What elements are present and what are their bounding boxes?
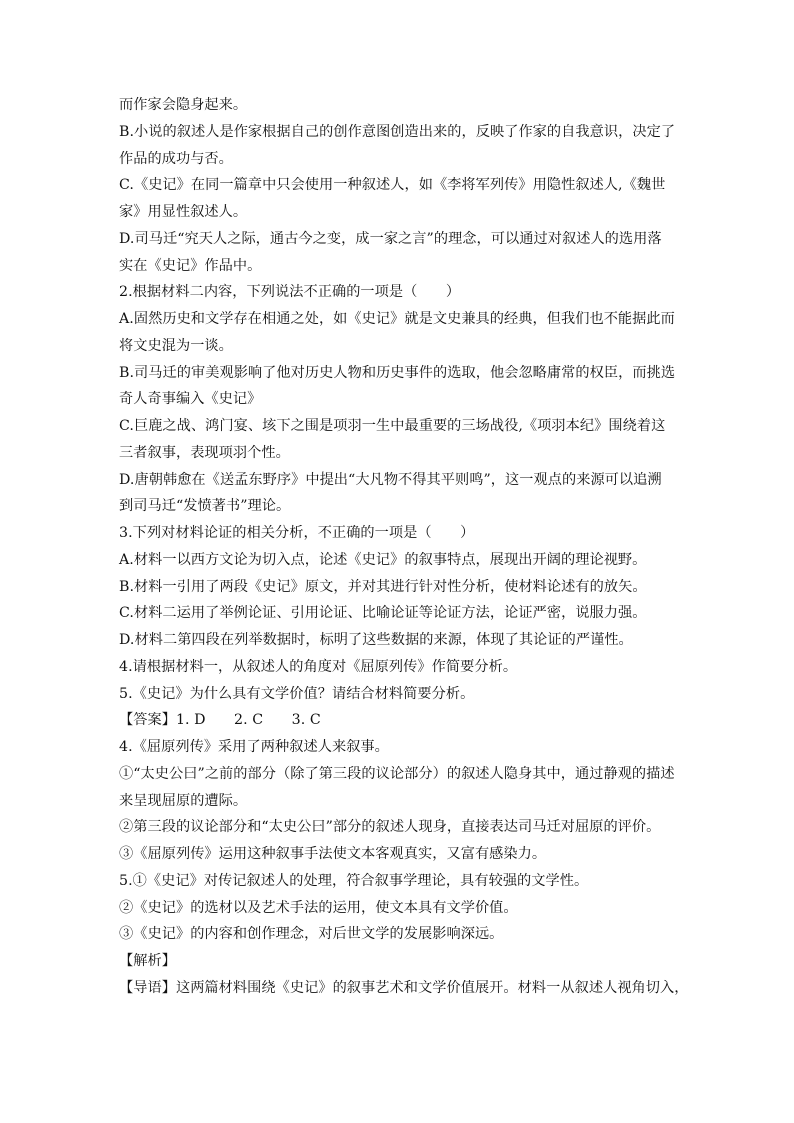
- text-line: A.固然历史和文学存在相通之处，如《史记》就是文史兼具的经典，但我们也不能据此而: [119, 311, 675, 327]
- guide-line: 【导语】这两篇材料围绕《史记》的叙事艺术和文学价值展开。材料一从叙述人视角切入，: [119, 979, 689, 996]
- text-line: D.司马迁“究天人之际，通古今之变，成一家之言”的理念，可以通过对叙述人的选用落: [119, 230, 662, 247]
- text-line: ②《史记》的选材以及艺术手法的运用，使文本具有文学价值。: [119, 899, 518, 916]
- text-line: B.司马迁的审美观影响了他对历史人物和历史事件的选取，他会忽略庸常的权臣，而挑选: [119, 364, 676, 381]
- text-line: ③《屈原列传》运用这种叙事手法使文本客观真实，又富有感染力。: [119, 846, 547, 862]
- text-line: 5.①《史记》对传记叙述人的处理，符合叙事学理论，具有较强的文学性。: [119, 872, 589, 889]
- analysis-heading: 【解析】: [119, 953, 176, 969]
- question-5-stem: 5.《史记》为什么具有文学价值？请结合材料简要分析。: [119, 685, 475, 702]
- text-line: ②第三段的议论部分和“太史公曰”部分的叙述人现身，直接表达司马迁对屈原的评价。: [119, 819, 661, 836]
- text-line: 到司马迁“发愤著书”理论。: [119, 498, 291, 515]
- text-line: 三者叙事，表现项羽个性。: [119, 444, 290, 461]
- text-line: D.唐朝韩愈在《送孟东野序》中提出“大凡物不得其平则鸣”，这一观点的来源可以追溯: [119, 471, 662, 488]
- text-line: C.《史记》在同一篇章中只会使用一种叙述人，如《李将军列传》用隐性叙述人,《魏世: [119, 177, 666, 194]
- text-line: D.材料二第四段在列举数据时，标明了这些数据的来源，体现了其论证的严谨性。: [119, 632, 633, 648]
- question-4-stem: 4.请根据材料一，从叙述人的角度对《屈原列传》作简要分析。: [119, 658, 518, 675]
- text-line: 来呈现屈原的遭际。: [119, 792, 248, 809]
- text-line: A.材料一以西方文论为切入点，论述《史记》的叙事特点，展现出开阔的理论视野。: [119, 551, 647, 568]
- text-line: B.材料一引用了两段《史记》原文，并对其进行针对性分析，使材料论述有的放矢。: [119, 578, 647, 595]
- text-line: C.材料二运用了举例论证、引用论证、比喻论证等论证方法，论证严密，说服力强。: [119, 605, 647, 622]
- text-line: ①“太史公曰”之前的部分（除了第三段的议论部分）的叙述人隐身其中，通过静观的描述: [119, 765, 675, 782]
- text-line: 4.《屈原列传》采用了两种叙述人来叙事。: [119, 739, 389, 755]
- text-line: ③《史记》的内容和创作理念，对后世文学的发展影响深远。: [119, 926, 504, 943]
- text-line: C.巨鹿之战、鸿门宴、垓下之围是项羽一生中最重要的三场战役,《项羽本纪》围绕着这: [119, 418, 666, 434]
- answer-line: 【答案】1. D 2. C 3. C: [119, 712, 321, 729]
- question-3-stem: 3.下列对材料论证的相关分析，不正确的一项是（ ）: [119, 525, 475, 541]
- document-body: [119, 92, 689, 1002]
- text-line: B.小说的叙述人是作家根据自己的创作意图创造出来的，反映了作家的自我意识，决定了: [119, 123, 676, 140]
- text-line: 作品的成功与否。: [119, 150, 233, 167]
- text-line: 而作家会隐身起来。: [119, 97, 248, 113]
- text-line: 奇人奇事编入《史记》: [119, 391, 262, 408]
- text-line: 将文史混为一谈。: [119, 337, 233, 354]
- text-line: 实在《史记》作品中。: [119, 257, 262, 274]
- text-line: 家》用显性叙述人。: [119, 204, 248, 220]
- question-2-stem: 2.根据材料二内容，下列说法不正确的一项是（ ）: [119, 284, 461, 301]
